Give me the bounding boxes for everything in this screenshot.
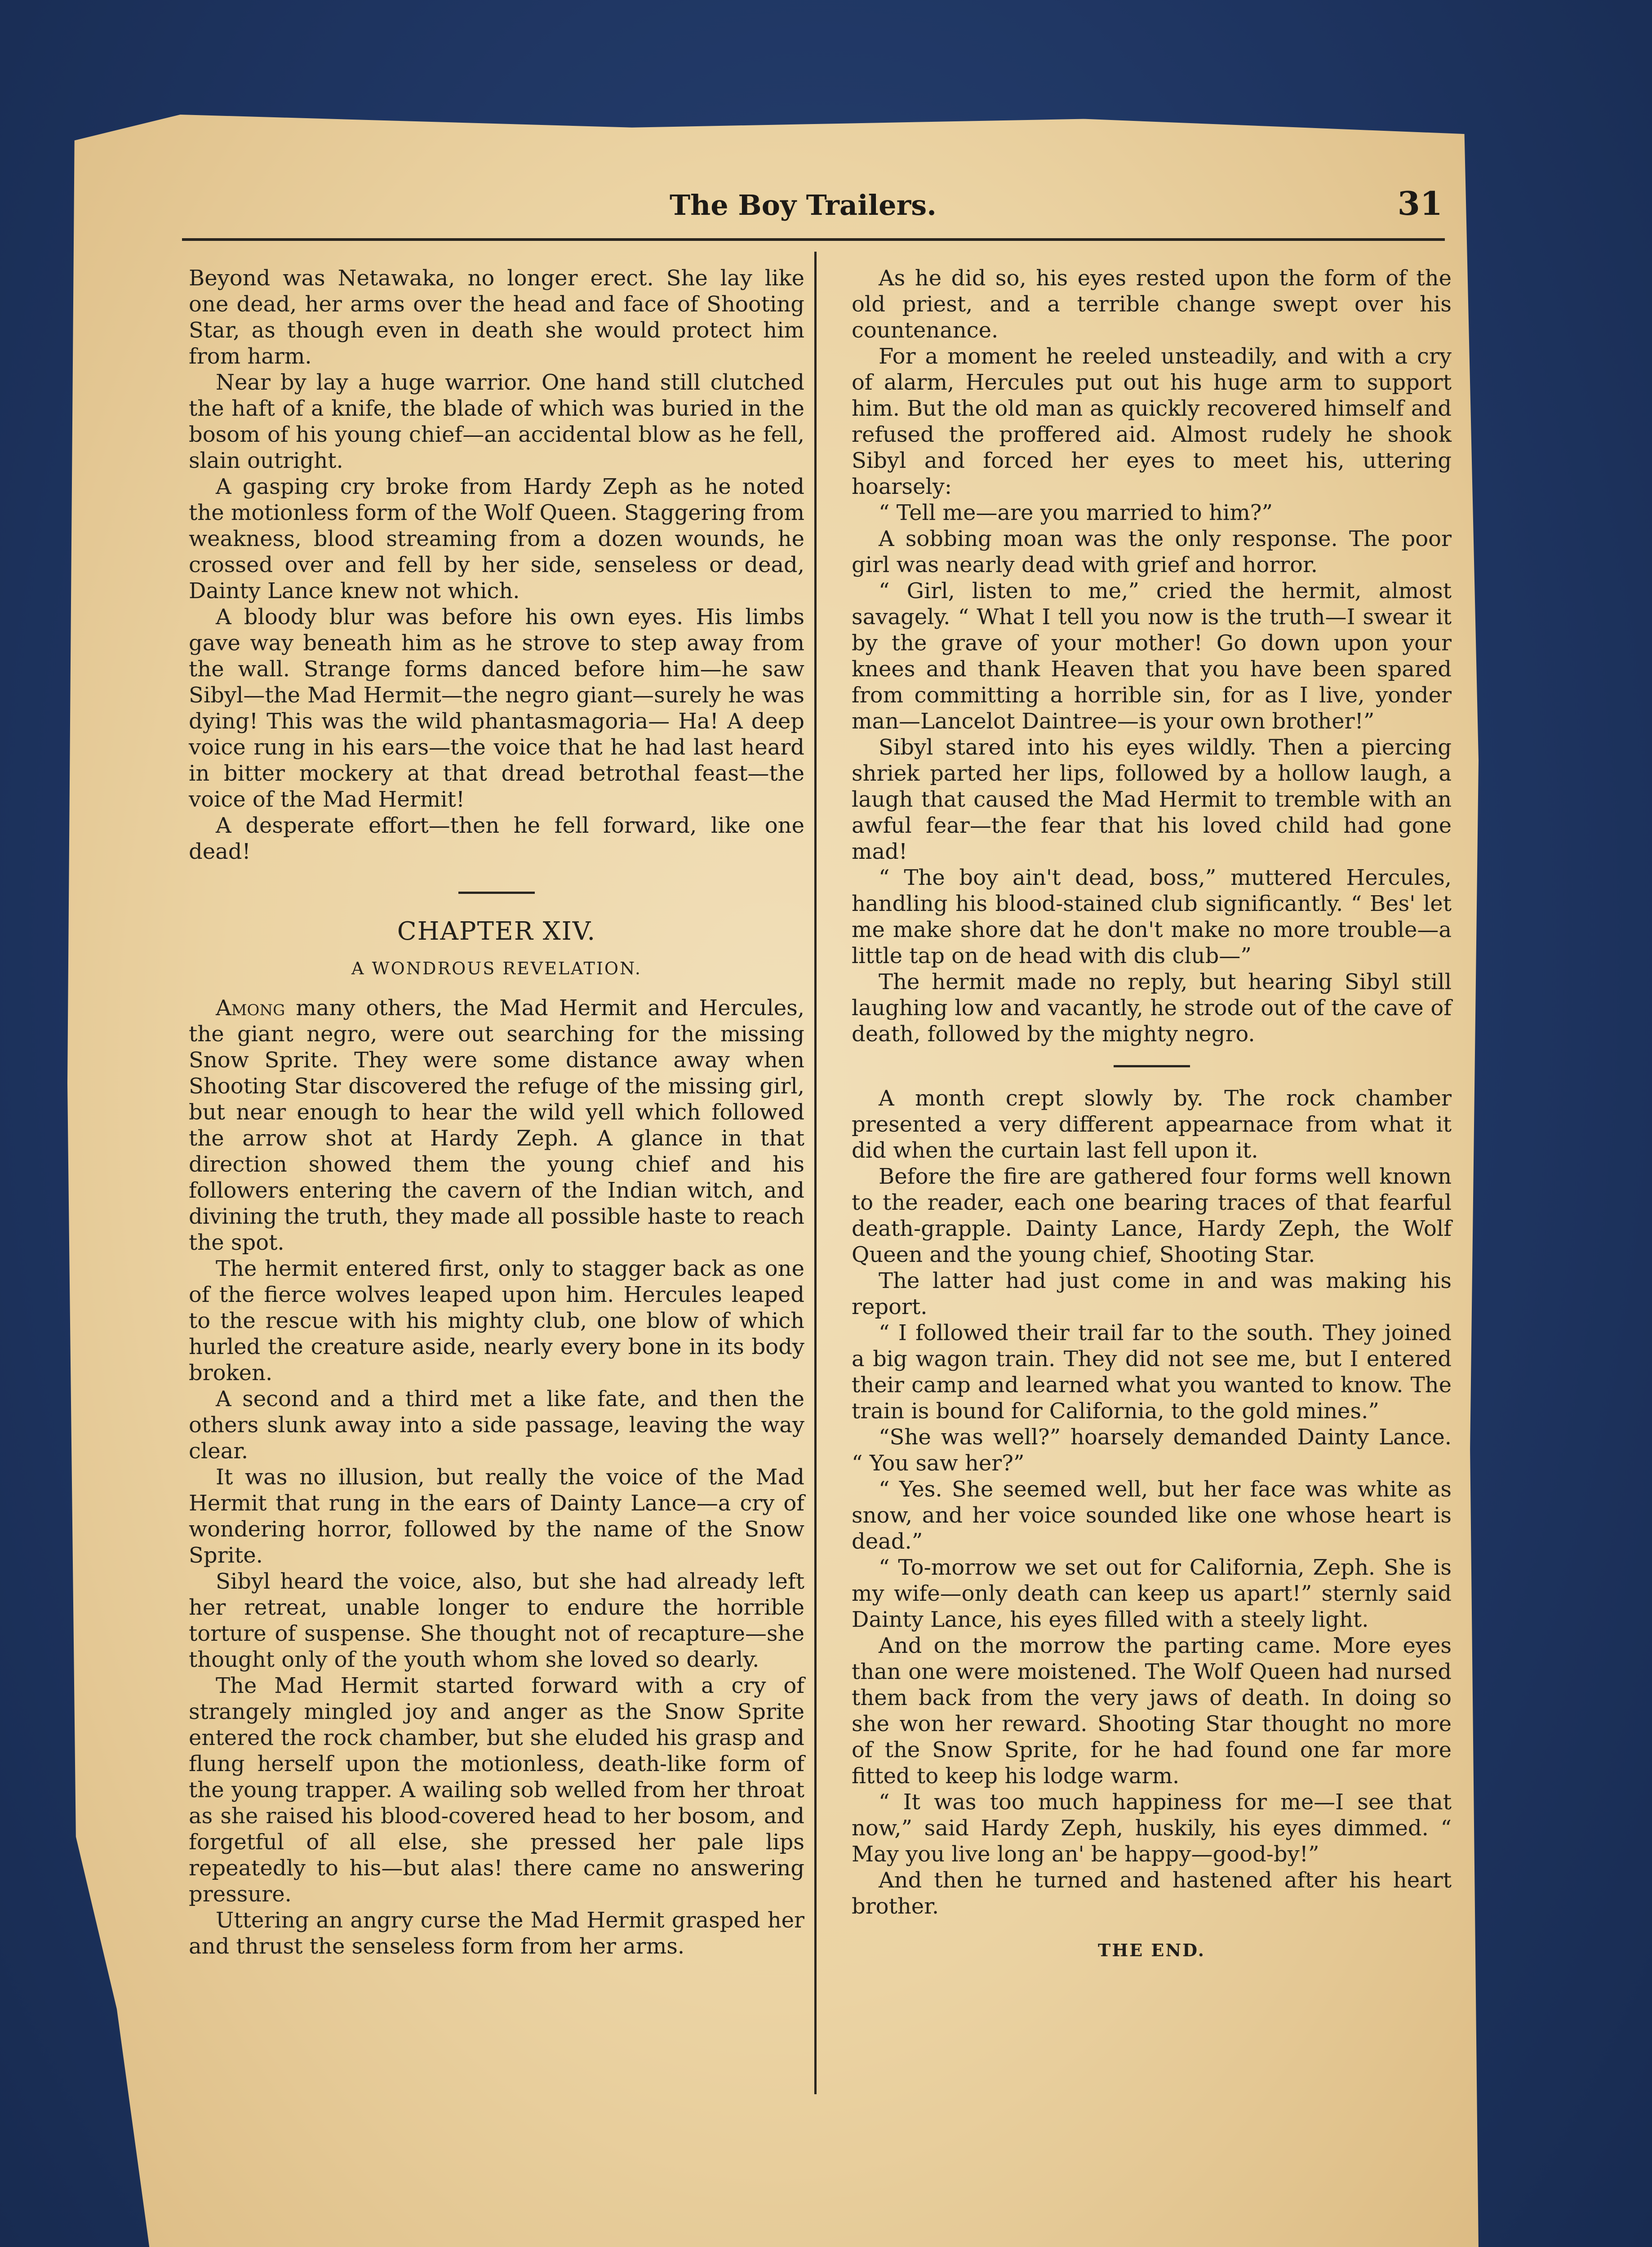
paragraph: A gasping cry broke from Hardy Zeph as he noted the motionless form of the Wolf Queen. Staggering from weakness, blood streaming from a dozen wounds, he crossed over and fell by her side, senseless or dead, Dainty Lance knew not which. — [189, 474, 805, 604]
paragraph: A bloody blur was before his own eyes. His limbs gave way beneath him as he strove to step away from the wall. Strange forms danced before him—he saw Sibyl—the Mad Hermit—the negro giant—surely he was dying! This was the wild phantasmagoria— Ha! A deep voice rung in his ears—the voice that he had last heard in bitter mockery at that dread betrothal feast—the voice of the Mad Hermit! — [189, 604, 804, 812]
section-rule — [458, 892, 535, 894]
paragraph: Uttering an angry curse the Mad Hermit grasped her and thrust the senseless form from her arms. — [189, 1908, 804, 1959]
paragraph: As he did so, his eyes rested upon the form of the old priest, and a terrible change swept over his countenance. — [852, 266, 1452, 343]
paragraph: For a moment he reeled unsteadily, and with a cry of alarm, Hercules put out his huge arm to support him. But the old man as quickly recovered himself and refused the proffered aid. Almost rudely he shook Sibyl and forced her eyes to meet his, uttering hoarsely: — [852, 344, 1452, 499]
paragraph: And then he turned and hastened after his heart brother. — [852, 1868, 1452, 1919]
paragraph: It was no illusion, but really the voice of the Mad Hermit that rung in the ears of Dainty Lance—a cry of wondering horror, followed by the name of the Snow Sprite. — [189, 1465, 804, 1568]
paragraph: “ It was too much happiness for me—I see that now,” said Hardy Zeph, huskily, his eyes dimmed. “ May you live long an' be happy—good-by!” — [852, 1790, 1452, 1867]
chapter-title: CHAPTER XIV. — [397, 917, 596, 946]
paragraph: A sobbing moan was the only response. The poor girl was nearly dead with grief and horror. — [852, 526, 1452, 577]
paragraph: “ Girl, listen to me,” cried the hermit, almost savagely. “ What I tell you now is the truth—I swear it by the grave of your mother! Go down upon your knees and thank Heaven that you have been spared from committing a horrible sin, for as I live, yonder man—Lancelot Daintree—is your own brother!” — [852, 578, 1452, 734]
header-rule — [182, 238, 1445, 241]
paragraph — [189, 995, 804, 1256]
paragraph: Sibyl heard the voice, also, but she had already left her retreat, unable longer to endure the horrible torture of suspense. She thought not of recapture—she thought only of the youth whom she loved so dearly. — [189, 1569, 804, 1672]
chapter-subtitle: A WONDROUS REVELATION. — [351, 959, 642, 978]
right-column — [852, 265, 1452, 1963]
paragraph: Near by lay a huge warrior. One hand still clutched the haft of a knife, the blade of which was buried in the bosom of his young chief—an accidental blow as he fell, slain outright. — [189, 370, 804, 473]
paragraph: “ To-morrow we set out for California, Zeph. She is my wife—only death can keep us apart!” sternly said Dainty Lance, his eyes filled with a steely light. — [852, 1555, 1452, 1632]
paragraph: A month crept slowly by. The rock chamber presented a very different appearnace from what it did when the curtain last fell upon it. — [852, 1086, 1452, 1163]
paragraph: The latter had just come in and was making his report. — [852, 1268, 1452, 1319]
section-rule — [1114, 1065, 1190, 1067]
paragraph: “She was well?” hoarsely demanded Dainty Lance. “ You saw her?” — [852, 1425, 1452, 1476]
paragraph: “ Tell me—are you married to him?” — [879, 500, 1273, 525]
paragraph: “ I followed their trail far to the south. They joined a big wagon train. They did not see me, but I entered their camp and learned what you wanted to know. The train is bound for California, to the gold mines.” — [852, 1320, 1452, 1424]
paragraph: “ The boy ain't dead, boss,” muttered Hercules, handling his blood-stained club significantly. “ Bes' let me make shore dat he don't make no more trouble—a little tap on de head with dis club—” — [852, 865, 1452, 968]
paragraph: A second and a third met a like fate, and then the others slunk away into a side passage, leaving the way clear. — [189, 1386, 804, 1464]
the-end-label: THE END. — [1098, 1940, 1205, 1960]
column-divider — [814, 252, 817, 2094]
paragraph: The hermit made no reply, but hearing Sibyl still laughing low and vacantly, he strode out of the cave of death, followed by the mighty negro. — [852, 969, 1452, 1047]
paragraph: And on the morrow the parting came. More eyes than one were moistened. The Wolf Queen had nursed them back from the very jaws of death. In doing so she won her reward. Shooting Star thought no more of the Snow Sprite, for he had found one far more fitted to keep his lodge warm. — [852, 1633, 1452, 1789]
opening-word: Among — [216, 995, 285, 1021]
opening-text: many others, the Mad Hermit and Hercules, the giant negro, were out searching for the missing Snow Sprite. They were some distance away when Shooting Star discovered the refuge of the missing girl, but near enough to hear the wild yell which followed the arrow shot at Hardy Zeph. A glance in that direction showed them the young chief and his followers entering the cavern of the Indian witch, and divining the truth, they made all possible haste to reach the spot. — [189, 995, 804, 1255]
page-number: 31 — [1397, 184, 1443, 222]
paragraph: Before the fire are gathered four forms well known to the reader, each one bearing traces of that fearful death-grapple. Dainty Lance, Hardy Zeph, the Wolf Queen and the young chief, Shooting Star. — [852, 1164, 1452, 1267]
paragraph: The hermit entered first, only to stagger back as one of the fierce wolves leaped upon him. Hercules leaped to the rescue with his mighty club, one blow of which hurled the creature aside, nearly every bone in its body broken. — [189, 1256, 804, 1386]
page-header — [598, 180, 1443, 229]
running-title: The Boy Trailers. — [670, 189, 937, 222]
paragraph: “ Yes. She seemed well, but her face was white as snow, and her voice sounded like one whose heart is dead.” — [852, 1477, 1452, 1554]
paragraph: Sibyl stared into his eyes wildly. Then a piercing shriek parted her lips, followed by a hollow laugh, a laugh that caused the Mad Hermit to tremble with an awful fear—the fear that his loved child had gone mad! — [852, 735, 1452, 864]
paragraph: Beyond was Netawaka, no longer erect. She lay like one dead, her arms over the head and face of Shooting Star, as though even in death she would protect him from harm. — [189, 266, 804, 369]
left-column — [189, 265, 804, 1959]
paragraph: A desperate effort—then he fell forward, like one dead! — [189, 813, 804, 864]
paragraph: The Mad Hermit started forward with a cry of strangely mingled joy and anger as the Snow Sprite entered the rock chamber, but she eluded his grasp and flung herself upon the motionless, death-like form of the young trapper. A wailing sob welled from her throat as she raised his blood-covered head to her bosom, and forgetful of all else, she pressed her pale lips repeatedly to his—but alas! there came no answering pressure. — [189, 1673, 804, 1907]
